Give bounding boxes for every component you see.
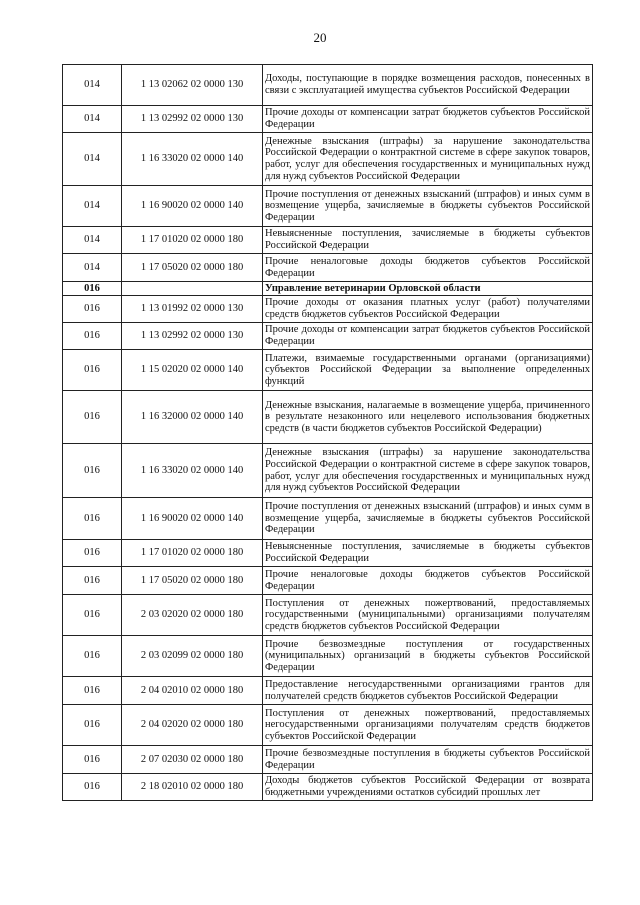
table-row [63, 227, 593, 254]
revenue-code-cell: 1 17 05020 02 0000 180 [122, 254, 263, 282]
revenue-name-cell: Прочие безвозмездные поступления от государственных (муниципальных) организаций в бюджеты субъектов Российской Федерации [263, 636, 593, 677]
table-row [63, 746, 593, 774]
table-body [63, 65, 593, 801]
admin-code-cell: 016 [63, 746, 122, 774]
table-row [63, 595, 593, 636]
revenue-code-cell [122, 282, 263, 296]
admin-code-cell: 016 [63, 444, 122, 498]
revenue-code-cell: 1 16 90020 02 0000 140 [122, 498, 263, 540]
admin-code-cell: 016 [63, 282, 122, 296]
revenue-code-cell: 1 15 02020 02 0000 140 [122, 350, 263, 391]
revenue-name-cell: Денежные взыскания (штрафы) за нарушение законодательства Российской Федерации о контрактной системе в сфере закупок товаров, работ, услуг для обеспечения государственных и муниципальных нужд для нужд субъектов Российской Федерации [263, 133, 593, 186]
admin-code-cell: 014 [63, 106, 122, 133]
table-row [63, 106, 593, 133]
revenue-name-cell: Денежные взыскания (штрафы) за нарушение законодательства Российской Федерации о контрактной системе в сфере закупок товаров, работ, услуг для обеспечения государственных и муниципальных нужд для нужд субъектов Российской Федерации [263, 444, 593, 498]
admin-code-cell: 016 [63, 636, 122, 677]
revenue-name-cell: Невыясненные поступления, зачисляемые в бюджеты субъектов Российской Федерации [263, 540, 593, 567]
revenue-codes-table [62, 64, 593, 801]
table-row [63, 540, 593, 567]
admin-code-cell: 016 [63, 350, 122, 391]
table-row [63, 774, 593, 801]
revenue-code-cell: 2 04 02020 02 0000 180 [122, 705, 263, 746]
admin-code-cell: 014 [63, 254, 122, 282]
revenue-name-cell: Доходы, поступающие в порядке возмещения расходов, понесенных в связи с эксплуатацией имущества субъектов Российской Федерации [263, 65, 593, 106]
table-row [63, 65, 593, 106]
table-row [63, 133, 593, 186]
admin-code-cell: 016 [63, 705, 122, 746]
revenue-code-cell: 1 13 01992 02 0000 130 [122, 296, 263, 323]
table-row [63, 567, 593, 595]
revenue-code-cell: 1 16 33020 02 0000 140 [122, 444, 263, 498]
revenue-code-cell: 1 16 90020 02 0000 140 [122, 186, 263, 227]
table-row [63, 296, 593, 323]
admin-code-cell: 016 [63, 540, 122, 567]
revenue-name-cell: Прочие неналоговые доходы бюджетов субъектов Российской Федерации [263, 254, 593, 282]
revenue-name-cell: Прочие доходы от оказания платных услуг (работ) получателями средств бюджетов субъектов Российской Федерации [263, 296, 593, 323]
table-row [63, 705, 593, 746]
revenue-code-cell: 1 13 02992 02 0000 130 [122, 323, 263, 350]
revenue-name-cell: Невыясненные поступления, зачисляемые в бюджеты субъектов Российской Федерации [263, 227, 593, 254]
admin-code-cell: 014 [63, 133, 122, 186]
admin-code-cell: 014 [63, 227, 122, 254]
admin-code-cell: 016 [63, 323, 122, 350]
admin-code-cell: 016 [63, 677, 122, 705]
revenue-name-cell: Денежные взыскания, налагаемые в возмещение ущерба, причиненного в результате незаконного или нецелевого использования бюджетных средств (в части бюджетов субъектов Российской Федерации) [263, 391, 593, 444]
admin-code-cell: 016 [63, 498, 122, 540]
admin-code-cell: 016 [63, 296, 122, 323]
revenue-name-cell: Предоставление негосударственными организациями грантов для получателей средств бюджетов субъектов Российской Федерации [263, 677, 593, 705]
revenue-code-cell: 1 17 01020 02 0000 180 [122, 540, 263, 567]
table-row [63, 186, 593, 227]
table-row [63, 444, 593, 498]
admin-code-cell: 014 [63, 186, 122, 227]
revenue-code-cell: 2 18 02010 02 0000 180 [122, 774, 263, 801]
table-row [63, 323, 593, 350]
admin-code-cell: 016 [63, 774, 122, 801]
revenue-name-cell: Прочие неналоговые доходы бюджетов субъектов Российской Федерации [263, 567, 593, 595]
table-row [63, 677, 593, 705]
section-title-cell: Управление ветеринарии Орловской области [263, 282, 593, 296]
revenue-code-cell: 2 03 02020 02 0000 180 [122, 595, 263, 636]
revenue-name-cell: Поступления от денежных пожертвований, предоставляемых государственными (муниципальными) организациями получателям средств бюджетов субъектов Российской Федерации [263, 595, 593, 636]
revenue-name-cell: Прочие безвозмездные поступления в бюджеты субъектов Российской Федерации [263, 746, 593, 774]
revenue-code-cell: 1 16 33020 02 0000 140 [122, 133, 263, 186]
revenue-code-cell: 1 16 32000 02 0000 140 [122, 391, 263, 444]
page-number: 20 [313, 30, 327, 45]
revenue-name-cell: Прочие поступления от денежных взысканий (штрафов) и иных сумм в возмещение ущерба, зачисляемые в бюджеты субъектов Российской Федерации [263, 498, 593, 540]
table-row [63, 350, 593, 391]
revenue-code-cell: 1 13 02062 02 0000 130 [122, 65, 263, 106]
table-row [63, 254, 593, 282]
table-row [63, 498, 593, 540]
table-row [63, 636, 593, 677]
revenue-code-cell: 2 03 02099 02 0000 180 [122, 636, 263, 677]
revenue-code-cell: 2 07 02030 02 0000 180 [122, 746, 263, 774]
admin-code-cell: 016 [63, 391, 122, 444]
revenue-code-cell: 1 17 01020 02 0000 180 [122, 227, 263, 254]
admin-code-cell: 014 [63, 65, 122, 106]
revenue-code-cell: 1 13 02992 02 0000 130 [122, 106, 263, 133]
revenue-name-cell: Поступления от денежных пожертвований, предоставляемых негосударственными организациями получателям средств бюджетов субъектов Российской Федерации [263, 705, 593, 746]
revenue-name-cell: Прочие доходы от компенсации затрат бюджетов субъектов Российской Федерации [263, 323, 593, 350]
table-row [63, 391, 593, 444]
admin-code-cell: 016 [63, 567, 122, 595]
revenue-name-cell: Платежи, взимаемые государственными органами (организациями) субъектов Российской Федерации за выполнение определенных функций [263, 350, 593, 391]
revenue-name-cell: Прочие поступления от денежных взысканий (штрафов) и иных сумм в возмещение ущерба, зачисляемые в бюджеты субъектов Российской Федерации [263, 186, 593, 227]
revenue-code-cell: 2 04 02010 02 0000 180 [122, 677, 263, 705]
revenue-name-cell: Доходы бюджетов субъектов Российской Федерации от возврата бюджетными учреждениями остатков субсидий прошлых лет [263, 774, 593, 801]
section-header-row [63, 282, 593, 296]
revenue-name-cell: Прочие доходы от компенсации затрат бюджетов субъектов Российской Федерации [263, 106, 593, 133]
admin-code-cell: 016 [63, 595, 122, 636]
revenue-code-cell: 1 17 05020 02 0000 180 [122, 567, 263, 595]
